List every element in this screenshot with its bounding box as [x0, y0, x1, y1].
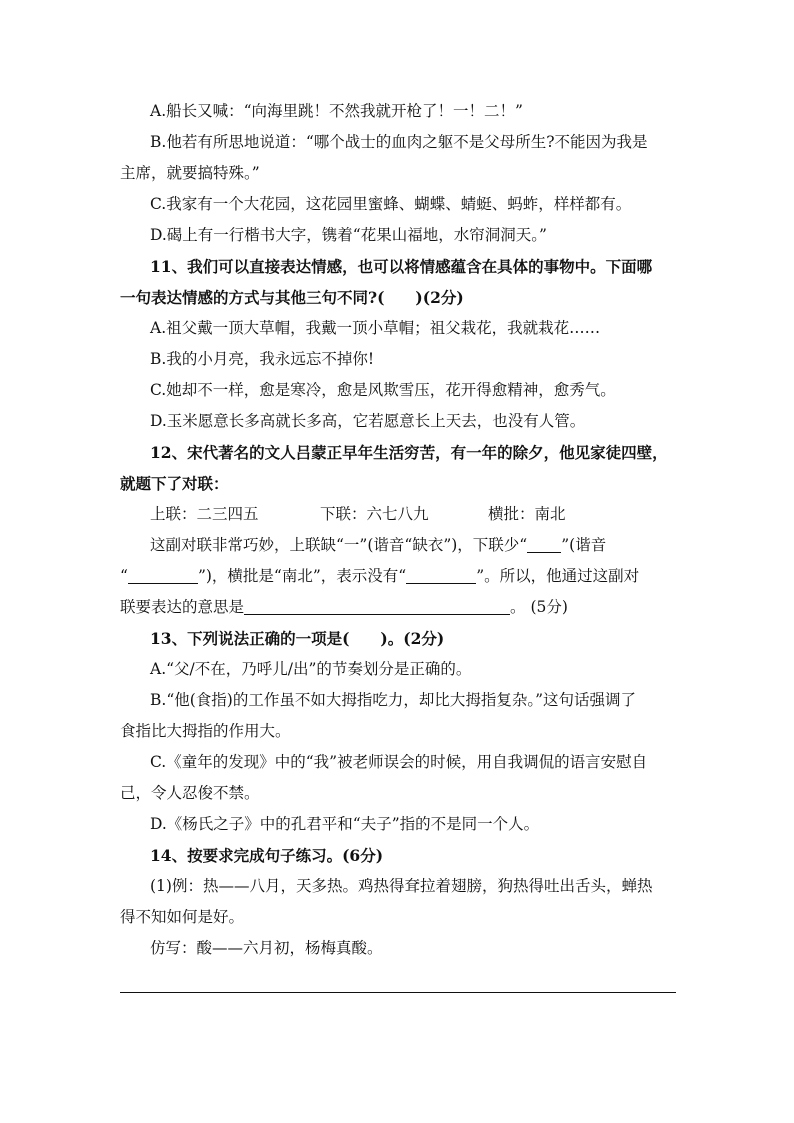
q12-stem: 12、宋代著名的文人吕蒙正早年生活穷苦，有一年的除夕，他见家徒四壁， [150, 443, 668, 462]
answer-blank-meaning[interactable] [244, 596, 510, 615]
q12-stem-continued: 就题下了对联： [120, 474, 229, 493]
q12-body-text: 。 (5分) [510, 598, 568, 616]
q10-option-a: A.船长又喊：“向海里跳！不然我就开枪了！一！二！” [150, 102, 523, 120]
q14-imitate-prompt: 仿写：酸——六月初，杨梅真酸。 [150, 939, 383, 957]
q11-stem: 11、我们可以直接表达情感，也可以将情感蕴含在具体的事物中。下面哪 [150, 257, 653, 276]
q12-body-text: ”。所以，他通过这副对 [476, 567, 640, 585]
q13-option-b: B.“他(食指)的工作虽不如大拇指吃力，却比大拇指复杂。”这句话强调了 [150, 691, 637, 709]
q12-body-line2 [120, 561, 676, 592]
answer-blank-lower[interactable] [527, 534, 561, 553]
q14-stem: 14、按要求完成句子练习。(6分) [150, 846, 384, 865]
couplet [120, 499, 676, 530]
q11-option-d: D.玉米愿意长多高就长多高，它若愿意长上天去，也没有人管。 [150, 412, 586, 430]
q11-option-b: B.我的小月亮，我永远忘不掉你! [150, 350, 375, 368]
answer-blank-horizontal[interactable] [406, 565, 476, 584]
couplet-upper: 上联：二三四五 [150, 505, 259, 523]
answer-blank-missing-food[interactable] [128, 565, 198, 584]
q11-option-a: A.祖父戴一顶大草帽，我戴一顶小草帽；祖父栽花，我就栽花…… [150, 319, 601, 337]
couplet-lower: 下联：六七八九 [320, 505, 429, 523]
q14-example-continued: 得不知如何是好。 [120, 908, 245, 926]
couplet-horizontal: 横批：南北 [488, 505, 566, 523]
exam-page [120, 96, 676, 964]
answer-writing-line[interactable] [120, 992, 676, 993]
q13-option-d: D.《杨氏之子》中的孔君平和“夫子”指的不是同一个人。 [150, 815, 540, 833]
q12-body-text: 联要表达的意思是 [120, 598, 245, 616]
q12-body-text: ”)，横批是“南北”，表示没有“ [197, 567, 407, 585]
q12-body-line1 [120, 530, 676, 561]
q12-body-text: 这副对联非常巧妙，上联缺“一”(谐音“缺衣”)，下联少“ [150, 536, 528, 554]
q12-body-line3 [120, 592, 676, 623]
q12-body-text: ”(谐音 [561, 536, 607, 554]
q10-option-b-continued: 主席，就要搞特殊。” [120, 164, 260, 182]
q14-example: (1)例：热——八月，天多热。鸡热得耷拉着翅膀，狗热得吐出舌头，蝉热 [150, 877, 653, 895]
q13-stem: 13、下列说法正确的一项是( )。(2分) [150, 629, 445, 648]
q10-option-d: D.碣上有一行楷书大字，镌着“花果山福地，水帘洞洞天。” [150, 226, 547, 244]
q13-option-c-continued: 己，令人忍俊不禁。 [120, 784, 260, 802]
q11-option-c: C.她却不一样，愈是寒冷，愈是风欺雪压，花开得愈精神，愈秀气。 [150, 381, 616, 399]
q13-option-a: A.“父/不在，乃呼儿/出”的节奏划分是正确的。 [150, 660, 472, 678]
q13-option-c: C.《童年的发现》中的“我”被老师误会的时候，用自我调侃的语言安慰自 [150, 753, 648, 771]
q10-option-c: C.我家有一个大花园，这花园里蜜蜂、蝴蝶、蜻蜓、蚂蚱，样样都有。 [150, 195, 632, 213]
q13-option-b-continued: 食指比大拇指的作用大。 [120, 722, 291, 740]
q12-body-text: “ [120, 567, 128, 585]
q11-stem-continued: 一句表达情感的方式与其他三句不同?( )(2分) [120, 288, 464, 307]
q10-option-b: B.他若有所思地说道：“哪个战士的血肉之躯不是父母所生?不能因为我是 [150, 133, 648, 151]
